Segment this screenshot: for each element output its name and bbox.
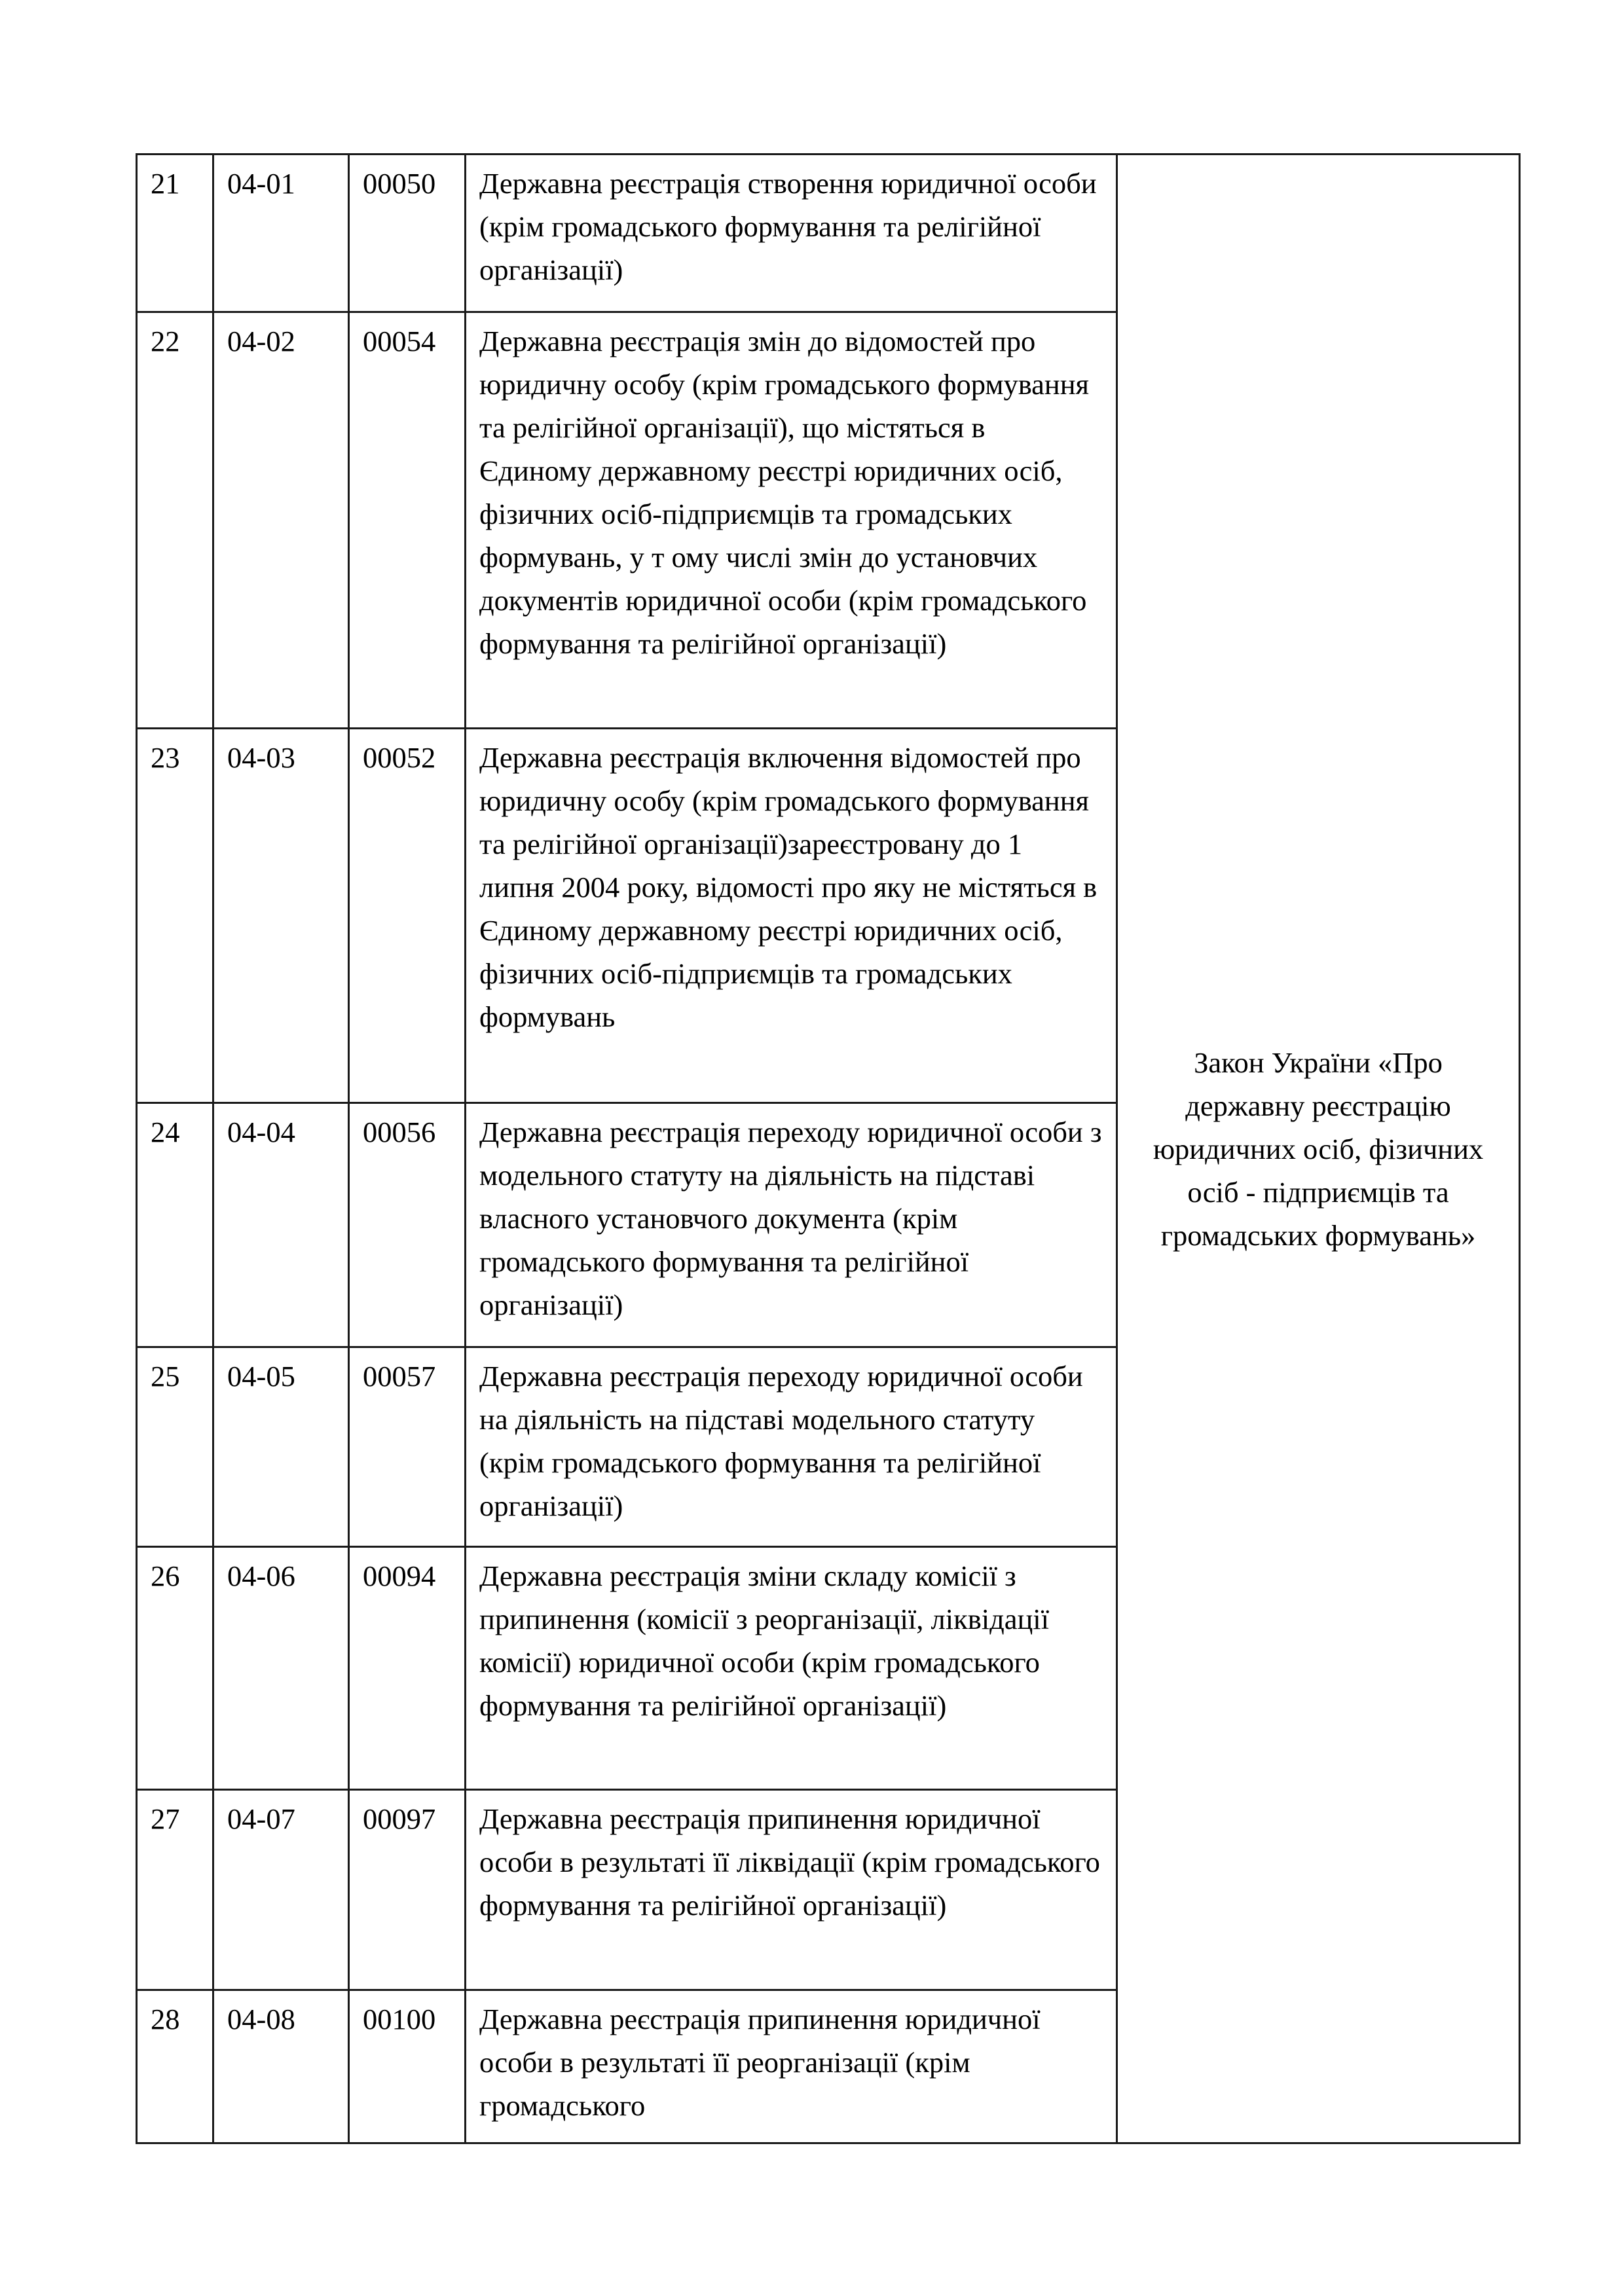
row-number: 22 [137,312,213,729]
row-number: 24 [137,1103,213,1347]
row-code: 04-06 [213,1547,349,1790]
row-service-id: 00100 [349,1990,466,2143]
row-description: Державна реєстрація включення відомостей про юридичну особу (крім громадського формування та релігійної організації)зареєстровану до 1 липня 2004 року, відомості про яку не містяться в Єдиному державному реєстрі юридичних осіб, фізичних осіб-підприємців та громадських формувань [466,729,1117,1103]
row-code: 04-03 [213,729,349,1103]
row-number: 27 [137,1790,213,1990]
row-service-id: 00054 [349,312,466,729]
row-code: 04-05 [213,1347,349,1547]
row-description: Державна реєстрація створення юридичної особи (крім громадського формування та релігійної організації) [466,155,1117,312]
row-number: 28 [137,1990,213,2143]
row-service-id: 00050 [349,155,466,312]
row-code: 04-08 [213,1990,349,2143]
row-description: Державна реєстрація переходу юридичної особи з модельного статуту на діяльність на підставі власного установчого документа (крім громадського формування та релігійної організації) [466,1103,1117,1347]
row-description: Державна реєстрація зміни складу комісії з припинення (комісії з реорганізації, ліквідації комісії) юридичної особи (крім громадського формування та релігійної організації) [466,1547,1117,1790]
row-code: 04-04 [213,1103,349,1347]
row-service-id: 00097 [349,1790,466,1990]
row-description: Державна реєстрація припинення юридичної особи в результаті її реорганізації (крім громадського [466,1990,1117,2143]
table-row [137,155,1520,312]
services-table [136,153,1521,2144]
row-code: 04-02 [213,312,349,729]
law-reference: Закон України «Про державну реєстрацію юридичних осіб, фізичних осіб - підприємців та громадських формувань» [1117,155,1520,2143]
row-number: 26 [137,1547,213,1790]
row-service-id: 00094 [349,1547,466,1790]
row-number: 23 [137,729,213,1103]
row-description: Державна реєстрація переходу юридичної особи на діяльність на підставі модельного статуту (крім громадського формування та релігійної організації) [466,1347,1117,1547]
row-code: 04-07 [213,1790,349,1990]
row-description: Державна реєстрація змін до відомостей про юридичну особу (крім громадського формування та релігійної організації), що містяться в Єдиному державному реєстрі юридичних осіб, фізичних осіб-підприємців та громадських формувань, у т ому числі змін до установчих документів юридичної особи (крім громадського формування та релігійної організації) [466,312,1117,729]
row-service-id: 00052 [349,729,466,1103]
row-service-id: 00057 [349,1347,466,1547]
row-number: 21 [137,155,213,312]
row-description: Державна реєстрація припинення юридичної особи в результаті її ліквідації (крім громадського формування та релігійної організації) [466,1790,1117,1990]
row-service-id: 00056 [349,1103,466,1347]
row-code: 04-01 [213,155,349,312]
row-number: 25 [137,1347,213,1547]
